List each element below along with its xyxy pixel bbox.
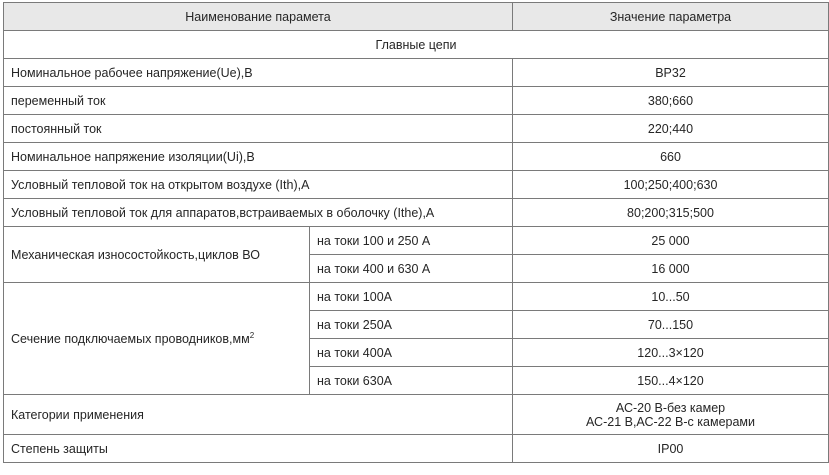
section-row	[4, 31, 829, 59]
category-value-line1: АС-20 В-без камер	[615, 400, 726, 415]
row-value: 100;250;400;630	[513, 171, 829, 199]
category-label: Категории применения	[4, 395, 513, 435]
row-value: BP32	[513, 59, 829, 87]
table-row	[4, 115, 829, 143]
header-value: Значение параметра	[513, 3, 829, 31]
spec-table	[3, 2, 829, 463]
sub-label: на токи 250А	[310, 311, 513, 339]
row-value: 80;200;315;500	[513, 199, 829, 227]
sub-label: на токи 100 и 250 А	[310, 227, 513, 255]
header-name: Наименование парамета	[4, 3, 513, 31]
sub-label: на токи 400 и 630 А	[310, 255, 513, 283]
wire-section-label	[4, 283, 310, 395]
protection-value: IP00	[513, 435, 829, 463]
header-row	[4, 3, 829, 31]
section-title: Главные цепи	[4, 31, 829, 59]
sub-value: 120...3×120	[513, 339, 829, 367]
category-value-line2: АС-21 В,АС-22 В-с камерами	[585, 414, 755, 429]
sub-value: 150...4×120	[513, 367, 829, 395]
row-label: Номинальное напряжение изоляции(Ui),В	[4, 143, 513, 171]
row-label: Условный тепловой ток на открытом воздухе (Ith),А	[4, 171, 513, 199]
table-row	[4, 199, 829, 227]
spec-table-wrapper	[3, 2, 829, 463]
table-row	[4, 59, 829, 87]
sub-value: 70...150	[513, 311, 829, 339]
row-label: переменный ток	[4, 87, 513, 115]
row-label: Условный тепловой ток для аппаратов,встраиваемых в оболочку (Ithe),А	[4, 199, 513, 227]
table-row	[4, 87, 829, 115]
table-row	[4, 283, 829, 311]
row-value: 220;440	[513, 115, 829, 143]
sub-value: 16 000	[513, 255, 829, 283]
table-row	[4, 227, 829, 255]
table-row	[4, 143, 829, 171]
row-label: постоянный ток	[4, 115, 513, 143]
row-value: 380;660	[513, 87, 829, 115]
sub-value: 25 000	[513, 227, 829, 255]
protection-label: Степень защиты	[4, 435, 513, 463]
table-row	[4, 435, 829, 463]
wire-section-sup: 2	[249, 330, 255, 340]
table-row	[4, 395, 829, 435]
category-value	[513, 395, 829, 435]
wire-section-text: Сечение подключаемых проводников,мм	[11, 332, 250, 347]
table-row	[4, 171, 829, 199]
sub-label: на токи 400А	[310, 339, 513, 367]
sub-label: на токи 630А	[310, 367, 513, 395]
sub-value: 10...50	[513, 283, 829, 311]
row-label: Номинальное рабочее напряжение(Ue),В	[4, 59, 513, 87]
sub-label: на токи 100А	[310, 283, 513, 311]
row-value: 660	[513, 143, 829, 171]
mech-label: Механическая износостойкость,циклов ВО	[4, 227, 310, 283]
